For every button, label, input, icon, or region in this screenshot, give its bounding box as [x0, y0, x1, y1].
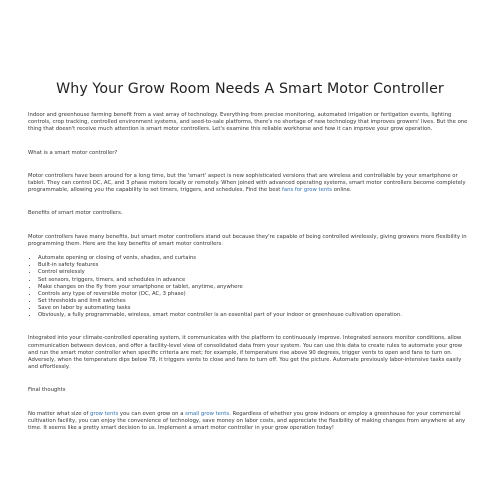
definition-paragraph [28, 173, 472, 195]
section-heading-benefits: Benefits of smart motor controllers. [28, 210, 123, 217]
intro-paragraph: Indoor and greenhouse farming benefit from a vast array of technology. Everything from precise monitoring, automated irrigation or fertigation events, lighting controls, crop tracking, controlled environment systems, and seed-to-sale platforms, there's no shortage of new technology that improves growers' lives. But the one thing that doesn't receive much attention is smart motor controllers. Let's examine this reliable workhorse and how it can improve your grow operation. [28, 112, 468, 133]
conclusion-paragraph [28, 411, 472, 433]
benefit-item: • Set thresholds and limit switches [38, 298, 472, 305]
conclusion-text: you can even grow on a [118, 410, 186, 417]
article-body [28, 112, 472, 439]
benefits-list [28, 255, 472, 319]
benefit-item: • Controls any type of reversible motor (DC, AC, 3 phase) [38, 291, 472, 298]
article-title: Why Your Grow Room Needs A Smart Motor Controller [56, 81, 444, 97]
benefits-intro-paragraph: Motor controllers have many benefits, but smart motor controllers stand out because they're capable of being controlled wirelessly, giving growers more flexibility in programming them. Here are the key benefits of smart motor controllers. [28, 233, 467, 247]
benefit-item: • Save on labor by automating tasks [38, 305, 472, 312]
benefit-item: • Obviously, a fully programmable, wireless, smart motor controller is an essential part of your indoor or greenhouse cultivation operation. [38, 312, 472, 319]
fans-for-grow-tents-link[interactable]: fans for grow tents [281, 187, 333, 194]
section-heading-final-thoughts: Final thoughts [28, 387, 66, 394]
conclusion-text: No matter what size of [28, 410, 91, 417]
benefit-item: • Automate opening or closing of vents, shades, and curtains [38, 255, 472, 262]
small-grow-tents-link[interactable]: small grow tents [185, 410, 230, 417]
benefit-item: • Control wirelessly [38, 269, 472, 276]
benefit-item: • Make changes on the fly from your smartphone or tablet, anytime, anywhere [38, 284, 472, 291]
benefit-item: • Built-in safety features [38, 262, 472, 269]
definition-text-end: online. [332, 187, 352, 194]
grow-tents-link[interactable]: grow tents [90, 410, 119, 417]
benefit-item: • Set sensors, triggers, timers, and schedules in advance [38, 277, 472, 284]
conclusion-text: . Regardless of whether you grow indoors or employ a greenhouse for your commercial cultivation facility, you can enjoy the convenience of technology, save money on labor costs, and appreciate the flexibility of making changes from anywhere at any time. It seems like a pretty smart decision to us. Implement a smart motor controller in your grow operation today! [28, 410, 466, 432]
integration-paragraph: Integrated into your climate-controlled operating system, it communicates with the platform to continuously improve. Integrated sensors monitor conditions, allow communication between devices, and offer a facility-level view of consolidated data from your system. You can use this data to create rules to automate your grow and run the smart motor controller when specific criteria are met; for example, if temperature rise above 90 degrees, trigger vents to open and fans to turn on. Adversely, when the temperature dips below 78, it triggers vents to close and fans to turn off. You get the picture. Automate previously labor-intensive tasks easily and effortlessly. [28, 335, 463, 371]
section-heading-what-is: What is a smart motor controller? [28, 149, 118, 156]
definition-text: Motor controllers have been around for a long time, but the 'smart' aspect is new sophisticated versions that are wireless and controllable by your smartphone or tablet. They can control DC, AC, and 3 phase motors locally or remotely. When joined with advanced operating systems, smart motor controllers become completely programmable, allowing you the capability to set timers, triggers, and schedules. Find the best [28, 172, 466, 194]
